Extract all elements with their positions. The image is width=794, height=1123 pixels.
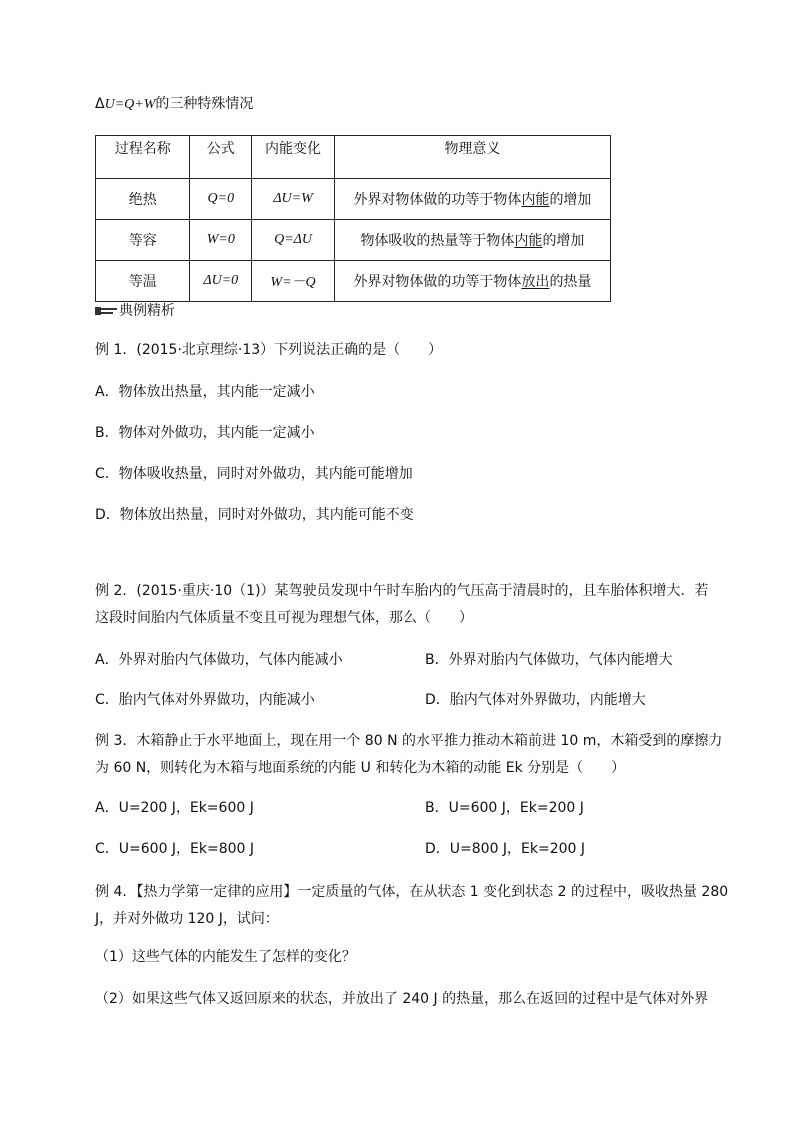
example-3-stem-line-2: 为 60 N，则转化为木箱与地面系统的内能 U 和转化为木箱的动能 Ek 分别是（ ） bbox=[95, 760, 626, 776]
header-meaning: 物理意义 bbox=[334, 136, 610, 179]
example-1-option-c: C．物体吸收热量，同时对外做功，其内能可能增加 bbox=[95, 466, 413, 482]
example-1-stem: 例 1．(2015·北京理综·13）下列说法正确的是（ ） bbox=[95, 342, 443, 358]
example-3-option-b: B．U=600 J，Ek=200 J bbox=[425, 800, 584, 816]
example-4-question-1: （1）这些气体的内能发生了怎样的变化？ bbox=[95, 949, 356, 965]
cell-process: 绝热 bbox=[96, 179, 190, 220]
example-2-option-b: B．外界对胎内气体做功，气体内能增大 bbox=[425, 652, 673, 668]
example-4-question-2: （2）如果这些气体又返回原来的状态，并放出了 240 J 的热量，那么在返回的过程中是气体对外界 bbox=[95, 991, 709, 1007]
example-1-option-d: D．物体放出热量，同时对外做功，其内能可能不变 bbox=[95, 507, 414, 523]
cell-meaning: 外界对物体做的功等于物体内能的增加 bbox=[334, 179, 610, 220]
cell-meaning: 物体吸收的热量等于物体内能的增加 bbox=[334, 220, 610, 261]
example-2-option-d: D．胎内气体对外界做功，内能增大 bbox=[425, 692, 646, 708]
table-heading: ΔU=Q+W的三种特殊情况 bbox=[95, 96, 254, 112]
table-row bbox=[96, 220, 611, 261]
example-4-stem-line-2: J，并对外做功 120 J，试问： bbox=[95, 911, 279, 927]
example-4-stem-line-1: 例 4．【热力学第一定律的应用】一定质量的气体，在从状态 1 变化到状态 2 的过程中，吸收热量 280 bbox=[95, 884, 729, 900]
header-formula: 公式 bbox=[190, 136, 252, 179]
example-1-option-b: B．物体对外做功，其内能一定减小 bbox=[95, 425, 315, 441]
cell-formula: W=0 bbox=[190, 220, 252, 261]
table-header-row bbox=[96, 136, 611, 179]
example-2-stem-line-2: 这段时间胎内气体质量不变且可视为理想气体，那么（ ） bbox=[95, 610, 473, 626]
pointing-hand-icon bbox=[95, 305, 117, 317]
example-2-stem-line-1: 例 2．(2015·重庆·10（1)）某驾驶员发现中午时车胎内的气压高于清晨时的，且车胎体积增大．若 bbox=[95, 583, 709, 599]
table-row bbox=[96, 179, 611, 220]
example-3-option-d: D．U=800 J，Ek=200 J bbox=[425, 841, 586, 857]
table-row bbox=[96, 261, 611, 302]
cell-energy-change: Q=ΔU bbox=[252, 220, 335, 261]
example-3-stem-line-1: 例 3．木箱静止于水平地面上，现在用一个 80 N 的水平推力推动木箱前进 10 m，木箱受到的摩擦力 bbox=[95, 733, 723, 749]
cell-process: 等温 bbox=[96, 261, 190, 302]
cell-meaning: 外界对物体做的功等于物体放出的热量 bbox=[334, 261, 610, 302]
example-1-option-a: A．物体放出热量，其内能一定减小 bbox=[95, 384, 315, 400]
header-energy-change: 内能变化 bbox=[252, 136, 335, 179]
example-3-option-c: C．U=600 J，Ek=800 J bbox=[95, 841, 255, 857]
example-2-option-a: A．外界对胎内气体做功，气体内能减小 bbox=[95, 652, 343, 668]
cell-energy-change: W=－Q bbox=[252, 261, 335, 302]
example-2-option-c: C．胎内气体对外界做功，内能减小 bbox=[95, 692, 315, 708]
cell-formula: ΔU=0 bbox=[190, 261, 252, 302]
cell-process: 等容 bbox=[96, 220, 190, 261]
header-process: 过程名称 bbox=[96, 136, 190, 179]
cell-formula: Q=0 bbox=[190, 179, 252, 220]
cell-energy-change: ΔU=W bbox=[252, 179, 335, 220]
special-cases-table bbox=[95, 135, 611, 302]
section-title: 典例精析 bbox=[95, 301, 175, 321]
example-3-option-a: A．U=200 J，Ek=600 J bbox=[95, 800, 254, 816]
